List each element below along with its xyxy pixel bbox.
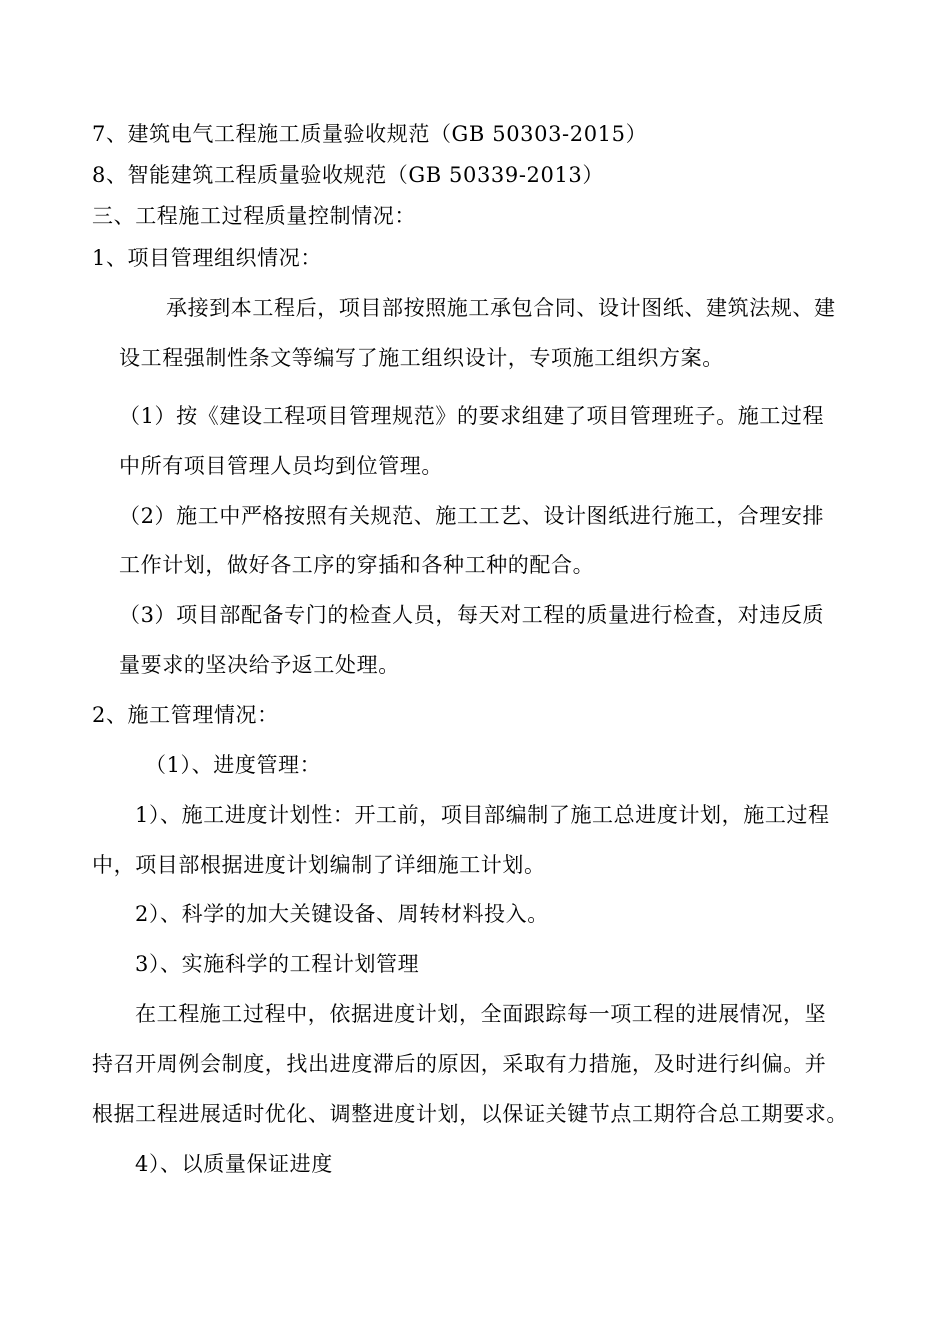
subsection-heading: 1、项目管理组织情况： [92,246,322,270]
text-line: 量要求的坚决给予返工处理。 [119,653,400,677]
text-line: 3）、实施科学的工程计划管理 [135,952,420,976]
text-line: 根据工程进展适时优化、调整进度计划，以保证关键节点工期符合总工期要求。 [92,1102,848,1126]
text-line: 7、建筑电气工程施工质量验收规范（GB 50303-2015） [92,122,648,146]
text-line: 在工程施工过程中，依据进度计划，全面跟踪每一项工程的进展情况，坚 [135,1002,827,1026]
text-line: 1）、施工进度计划性：开工前，项目部编制了施工总进度计划，施工过程 [135,803,830,827]
text-line: （1）、进度管理： [145,753,322,777]
subsection-heading: 2、施工管理情况： [92,703,279,727]
text-line: （1）按《建设工程项目管理规范》的要求组建了项目管理班子。施工过程 [119,404,825,428]
text-line: 4）、以质量保证进度 [135,1152,333,1176]
text-line: 中所有项目管理人员均到位管理。 [119,454,443,478]
section-heading: 三、工程施工过程质量控制情况： [92,204,416,228]
text-line: 持召开周例会制度，找出进度滞后的原因，采取有力措施，及时进行纠偏。并 [92,1052,827,1076]
text-line: （3）项目部配备专门的检查人员，每天对工程的质量进行检查，对违反质 [119,603,825,627]
text-line: 设工程强制性条文等编写了施工组织设计，专项施工组织方案。 [119,346,724,370]
text-line: 工作计划，做好各工序的穿插和各种工种的配合。 [119,553,595,577]
text-line: 承接到本工程后，项目部按照施工承包合同、设计图纸、建筑法规、建 [166,296,836,320]
text-line: 中，项目部根据进度计划编制了详细施工计划。 [92,853,546,877]
text-line: 2）、科学的加大关键设备、周转材料投入。 [135,902,549,926]
text-line: （2）施工中严格按照有关规范、施工工艺、设计图纸进行施工，合理安排 [119,504,825,528]
text-line: 8、智能建筑工程质量验收规范（GB 50339-2013） [92,163,604,187]
